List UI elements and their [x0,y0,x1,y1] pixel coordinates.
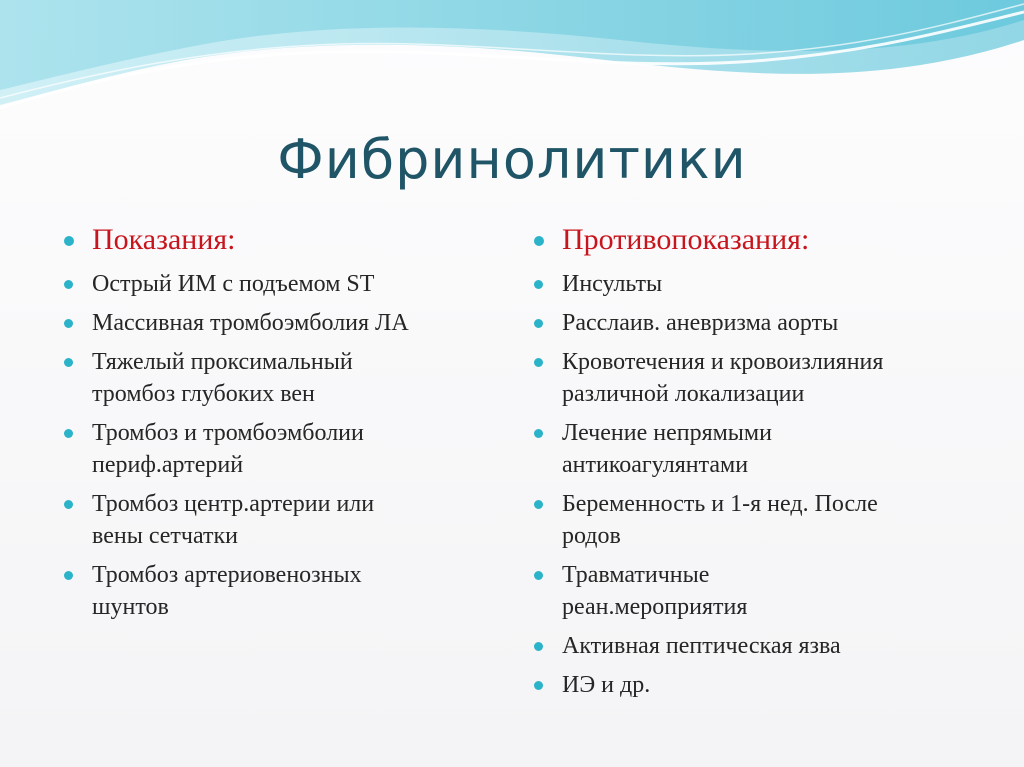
bullet-icon [534,429,543,438]
bullet-icon [64,429,73,438]
bullet-icon [534,571,543,580]
wave-decoration [0,0,1024,120]
bullet-icon [534,500,543,509]
list-item: Расслаив. аневризма аорты [534,307,994,339]
list-item: Инсульты [534,268,994,300]
indications-list [64,222,484,630]
list-item: Лечение непрямыми антикоагулянтами [534,417,994,481]
list-item: Тромбоз артериовенозных шунтов [64,559,484,623]
list-item: Тромбоз и тромбоэмболии периф.артерий [64,417,484,481]
bullet-icon [64,280,73,289]
bullet-icon [534,319,543,328]
list-item: Массивная тромбоэмболия ЛА [64,307,484,339]
bullet-icon [64,358,73,367]
list-item: Тромбоз центр.артерии или вены сетчатки [64,488,484,552]
contraindications-heading: Противопоказания: [534,222,994,258]
bullet-icon [534,358,543,367]
bullet-icon [64,500,73,509]
bullet-icon [534,681,543,690]
contraindications-list [534,222,994,708]
bullet-icon [534,642,543,651]
bullet-icon [64,319,73,328]
bullet-icon [534,280,543,289]
list-item: Беременность и 1-я нед. После родов [534,488,994,552]
list-item: Тяжелый проксимальный тромбоз глубоких вен [64,346,484,410]
indications-heading: Показания: [64,222,484,258]
list-item: Травматичные реан.мероприятия [534,559,994,623]
bullet-icon [534,236,544,246]
list-item: ИЭ и др. [534,669,994,701]
slide-title: Фибринолитики [277,128,747,191]
list-item: Активная пептическая язва [534,630,994,662]
bullet-icon [64,571,73,580]
list-item: Острый ИМ с подъемом ST [64,268,484,300]
list-item: Кровотечения и кровоизлияния различной локализации [534,346,994,410]
bullet-icon [64,236,74,246]
